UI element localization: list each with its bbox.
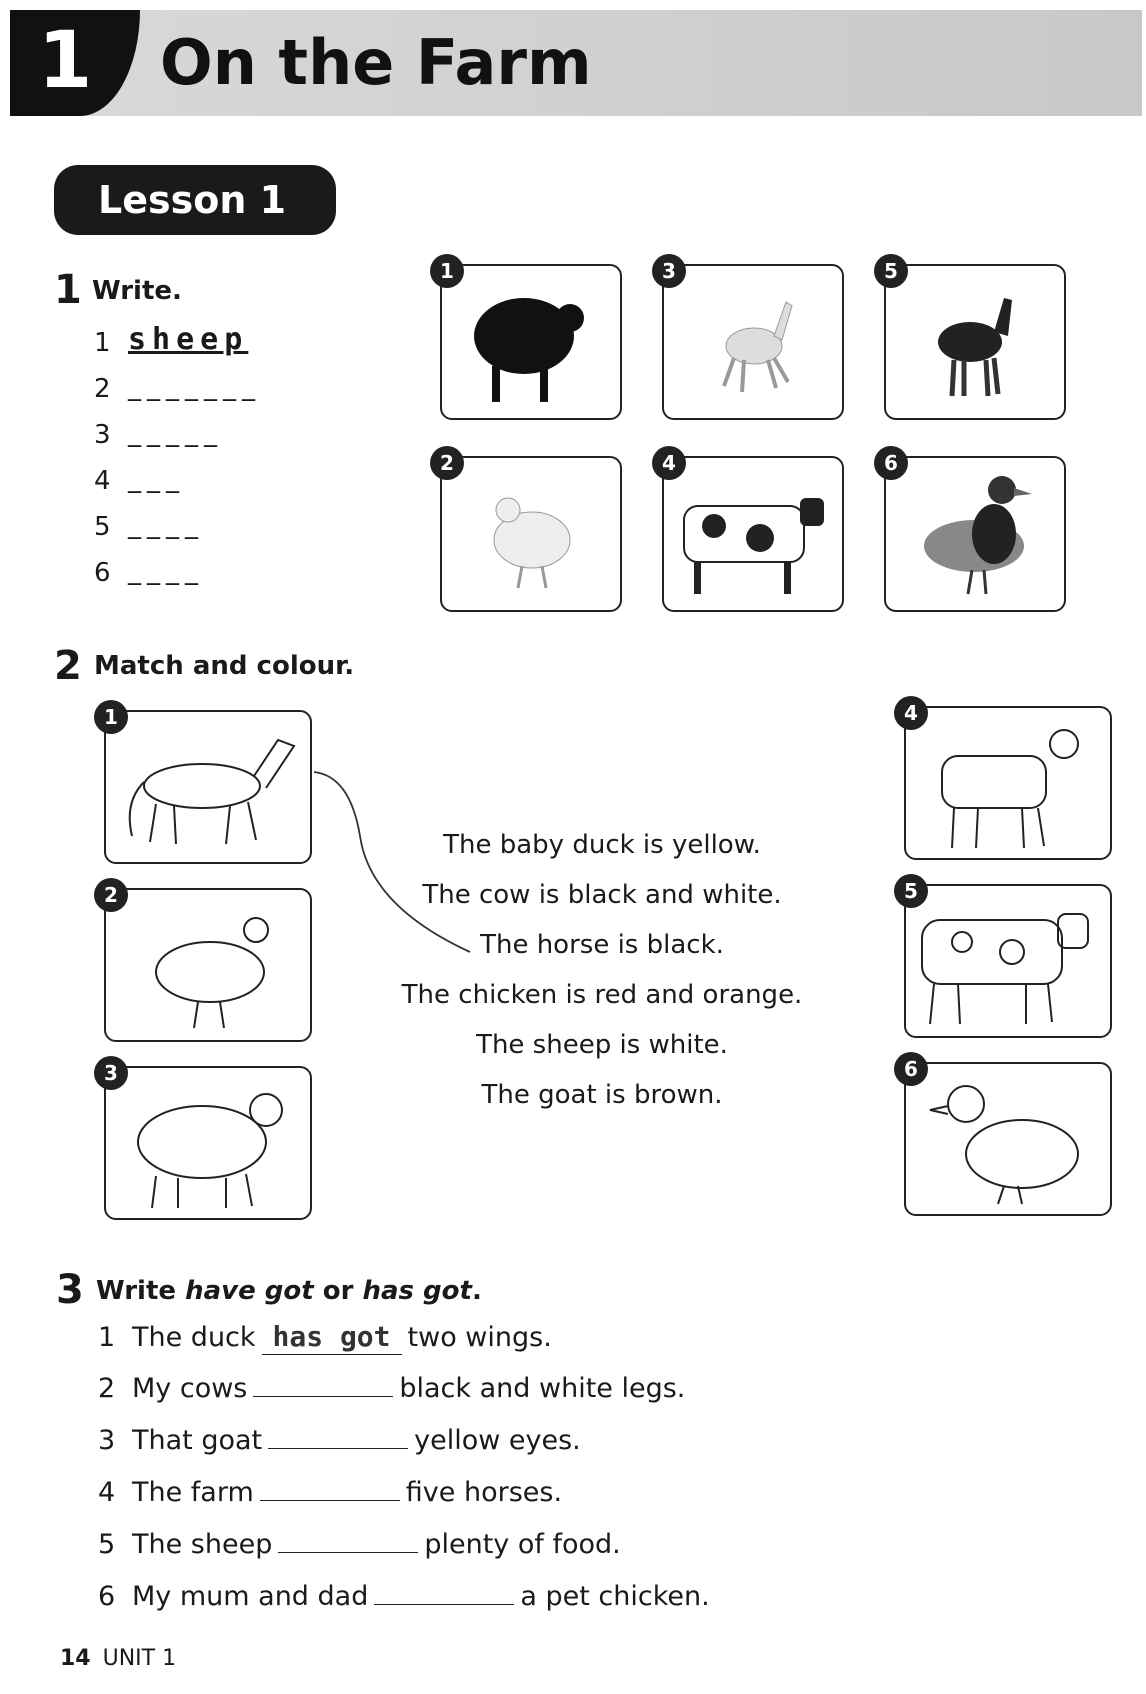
fill-blank[interactable] <box>374 1582 514 1605</box>
card-number: 2 <box>94 878 128 912</box>
exercise-number: 3 <box>56 1267 84 1313</box>
row-number: 5 <box>98 1529 116 1560</box>
sheep-photo-icon <box>442 266 620 418</box>
row-before: My mum and dad <box>132 1581 369 1612</box>
item-number: 3 <box>94 420 111 450</box>
page-title: On the Farm <box>160 26 592 99</box>
sheep-photo <box>440 259 622 420</box>
title-part: Write <box>96 1276 186 1306</box>
row-after: five horses. <box>405 1477 563 1508</box>
write-blank[interactable]: ___ <box>128 464 185 494</box>
row-before: That goat <box>132 1425 263 1456</box>
goat-drawing-icon <box>906 708 1110 858</box>
photo-number: 2 <box>430 446 464 480</box>
answer-text: has got <box>262 1320 402 1355</box>
fill-row <box>98 1580 710 1614</box>
chicken-drawing-icon <box>106 890 310 1040</box>
card-number: 3 <box>94 1056 128 1090</box>
exercise-title <box>96 1275 482 1307</box>
sentence-5[interactable]: The sheep is white. <box>476 1030 728 1060</box>
title-part: have got <box>185 1276 314 1306</box>
goat-photo-icon <box>886 266 1064 418</box>
row-after: two wings. <box>407 1322 552 1353</box>
chicken-photo <box>440 451 622 612</box>
fill-row <box>98 1372 685 1406</box>
horse-photo-icon <box>664 266 842 418</box>
sentence-4[interactable]: The chicken is red and orange. <box>401 980 803 1010</box>
write-blank[interactable]: ____ <box>128 510 204 540</box>
card-number: 5 <box>894 874 928 908</box>
exercise-title: Match and colour. <box>94 651 355 681</box>
fill-blank[interactable] <box>253 1374 393 1397</box>
photo-number: 3 <box>652 254 686 288</box>
unit-number: 1 <box>38 16 93 106</box>
exercise-number: 2 <box>54 643 82 689</box>
row-number: 2 <box>98 1373 116 1404</box>
duckling-drawing-icon <box>906 1064 1110 1214</box>
fill-row <box>98 1424 581 1458</box>
fill-row <box>98 1476 562 1510</box>
fill-blank[interactable] <box>260 1478 400 1501</box>
row-after: black and white legs. <box>399 1373 686 1404</box>
photo-number: 4 <box>652 446 686 480</box>
card-number: 6 <box>894 1052 928 1086</box>
row-number: 6 <box>98 1581 116 1612</box>
item-number: 5 <box>94 512 111 542</box>
horse-drawing-icon <box>106 712 310 862</box>
fill-row <box>98 1320 552 1355</box>
fill-blank[interactable] <box>268 1426 408 1449</box>
row-before: My cows <box>132 1373 248 1404</box>
sentence-1[interactable]: The baby duck is yellow. <box>443 830 761 860</box>
row-number: 1 <box>98 1322 116 1353</box>
photo-number: 6 <box>874 446 908 480</box>
row-before: The duck <box>132 1322 256 1353</box>
fill-blank[interactable] <box>278 1530 418 1553</box>
item-number: 2 <box>94 374 111 404</box>
horse-drawing[interactable] <box>104 705 312 864</box>
cow-drawing[interactable] <box>904 879 1112 1038</box>
sheep-drawing[interactable] <box>104 1061 312 1220</box>
card-number: 4 <box>894 696 928 730</box>
row-number: 3 <box>98 1425 116 1456</box>
write-blank[interactable]: ____ <box>128 556 204 586</box>
title-part: or <box>313 1276 363 1306</box>
row-before: The sheep <box>132 1529 273 1560</box>
sentence-2[interactable]: The cow is black and white. <box>422 880 782 910</box>
goat-photo <box>884 259 1066 420</box>
exercise-number: 1 <box>54 267 82 313</box>
chicken-drawing[interactable] <box>104 883 312 1042</box>
answer-text: sheep <box>128 322 249 357</box>
sentence-3[interactable]: The horse is black. <box>480 930 724 960</box>
fill-row <box>98 1528 621 1562</box>
row-after: a pet chicken. <box>520 1581 710 1612</box>
chicken-photo-icon <box>442 458 620 610</box>
row-before: The farm <box>132 1477 254 1508</box>
item-number: 6 <box>94 558 111 588</box>
sentence-6[interactable]: The goat is brown. <box>481 1080 723 1110</box>
exercise-title: Write. <box>92 276 182 306</box>
sheep-drawing-icon <box>106 1068 310 1218</box>
cow-photo <box>662 451 844 612</box>
title-part: has got <box>362 1276 472 1306</box>
lesson-badge <box>54 165 336 235</box>
match-line <box>310 766 480 956</box>
lesson-label: Lesson 1 <box>98 178 287 222</box>
cow-photo-icon <box>664 458 842 610</box>
duck-photo-icon <box>886 458 1064 610</box>
photo-number: 5 <box>874 254 908 288</box>
horse-photo <box>662 259 844 420</box>
row-after: plenty of food. <box>424 1529 621 1560</box>
row-number: 4 <box>98 1477 116 1508</box>
photo-number: 1 <box>430 254 464 288</box>
duckling-drawing[interactable] <box>904 1057 1112 1216</box>
card-number: 1 <box>94 700 128 734</box>
footer <box>60 1646 176 1671</box>
duck-photo <box>884 451 1066 612</box>
item-number: 4 <box>94 466 111 496</box>
item-number: 1 <box>94 328 111 358</box>
write-blank[interactable]: _____ <box>128 418 223 448</box>
row-after: yellow eyes. <box>414 1425 581 1456</box>
unit-label: UNIT 1 <box>102 1646 177 1671</box>
page-number: 14 <box>60 1646 91 1671</box>
title-part: . <box>471 1276 482 1306</box>
cow-drawing-icon <box>906 886 1110 1036</box>
goat-drawing[interactable] <box>904 701 1112 860</box>
write-blank[interactable]: _______ <box>128 372 261 402</box>
